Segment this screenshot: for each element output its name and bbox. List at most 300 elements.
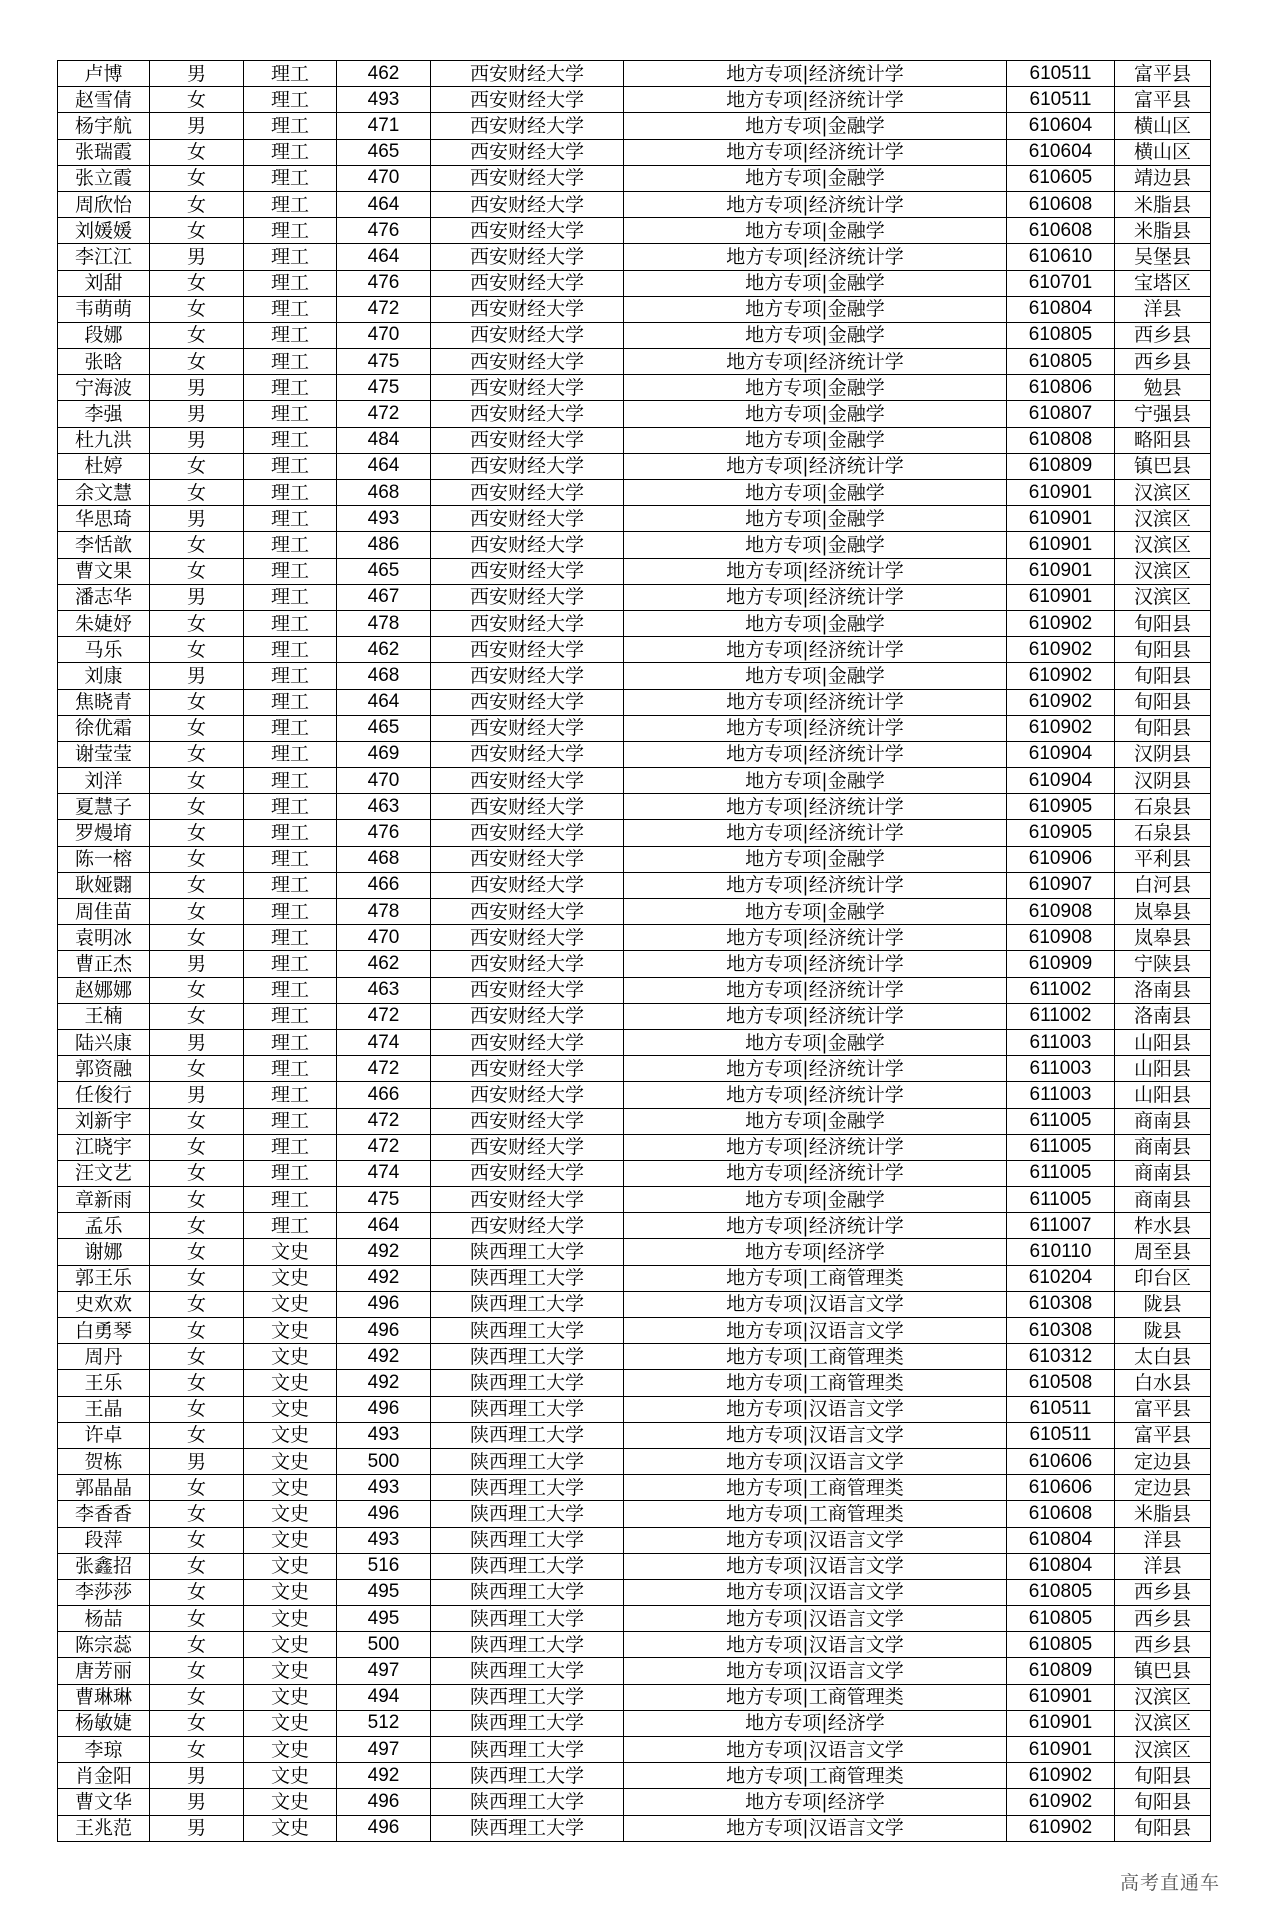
cell-major: 地方专项|工商管理类 (624, 1684, 1007, 1710)
cell-county: 旬阳县 (1115, 1789, 1211, 1815)
cell-score: 469 (337, 741, 431, 767)
cell-county: 汉滨区 (1115, 532, 1211, 558)
cell-county: 商南县 (1115, 1187, 1211, 1213)
cell-major: 地方专项|汉语言文学 (624, 1527, 1007, 1553)
cell-major: 地方专项|工商管理类 (624, 1501, 1007, 1527)
cell-gender: 女 (150, 689, 244, 715)
cell-code: 610908 (1007, 925, 1115, 951)
cell-major: 地方专项|金融学 (624, 663, 1007, 689)
cell-code: 610902 (1007, 663, 1115, 689)
cell-category: 理工 (244, 1056, 337, 1082)
cell-category: 理工 (244, 794, 337, 820)
cell-county: 旬阳县 (1115, 715, 1211, 741)
table-row (58, 1815, 1211, 1841)
table-row (58, 1370, 1211, 1396)
cell-name: 李香香 (58, 1501, 150, 1527)
cell-code: 610604 (1007, 113, 1115, 139)
cell-score: 493 (337, 87, 431, 113)
cell-code: 610901 (1007, 1737, 1115, 1763)
cell-major: 地方专项|经济统计学 (624, 191, 1007, 217)
cell-category: 文史 (244, 1789, 337, 1815)
cell-category: 理工 (244, 401, 337, 427)
cell-name: 刘媛媛 (58, 218, 150, 244)
cell-gender: 男 (150, 375, 244, 401)
cell-score: 470 (337, 925, 431, 951)
cell-gender: 女 (150, 1108, 244, 1134)
cell-major: 地方专项|金融学 (624, 846, 1007, 872)
table-row (58, 322, 1211, 348)
cell-school: 西安财经大学 (431, 191, 624, 217)
cell-score: 463 (337, 977, 431, 1003)
cell-county: 镇巴县 (1115, 453, 1211, 479)
cell-gender: 男 (150, 1029, 244, 1055)
cell-major: 地方专项|汉语言文学 (624, 1396, 1007, 1422)
cell-major: 地方专项|经济统计学 (624, 349, 1007, 375)
table-row (58, 1029, 1211, 1055)
cell-school: 陕西理工大学 (431, 1475, 624, 1501)
cell-code: 610902 (1007, 689, 1115, 715)
table-row (58, 1501, 1211, 1527)
cell-county: 商南县 (1115, 1160, 1211, 1186)
cell-major: 地方专项|金融学 (624, 1187, 1007, 1213)
cell-category: 文史 (244, 1448, 337, 1474)
cell-major: 地方专项|经济统计学 (624, 1003, 1007, 1029)
cell-school: 西安财经大学 (431, 715, 624, 741)
cell-code: 610805 (1007, 1606, 1115, 1632)
cell-school: 西安财经大学 (431, 951, 624, 977)
table-row (58, 899, 1211, 925)
table-row (58, 1160, 1211, 1186)
cell-school: 陕西理工大学 (431, 1501, 624, 1527)
cell-county: 山阳县 (1115, 1029, 1211, 1055)
cell-category: 理工 (244, 1029, 337, 1055)
cell-category: 理工 (244, 1134, 337, 1160)
cell-school: 西安财经大学 (431, 427, 624, 453)
cell-name: 徐优霜 (58, 715, 150, 741)
cell-category: 理工 (244, 899, 337, 925)
cell-category: 文史 (244, 1815, 337, 1841)
cell-code: 610312 (1007, 1344, 1115, 1370)
cell-county: 商南县 (1115, 1134, 1211, 1160)
cell-score: 492 (337, 1265, 431, 1291)
table-row (58, 375, 1211, 401)
cell-county: 旬阳县 (1115, 637, 1211, 663)
cell-score: 497 (337, 1658, 431, 1684)
cell-code: 611002 (1007, 1003, 1115, 1029)
cell-major: 地方专项|金融学 (624, 506, 1007, 532)
cell-name: 杜婷 (58, 453, 150, 479)
table-row (58, 270, 1211, 296)
cell-county: 旬阳县 (1115, 1763, 1211, 1789)
cell-score: 464 (337, 1213, 431, 1239)
admission-table-body (58, 61, 1211, 1842)
cell-school: 西安财经大学 (431, 61, 624, 87)
cell-county: 富平县 (1115, 61, 1211, 87)
cell-gender: 女 (150, 1213, 244, 1239)
cell-school: 西安财经大学 (431, 139, 624, 165)
cell-name: 张鑫招 (58, 1553, 150, 1579)
cell-gender: 女 (150, 1422, 244, 1448)
cell-school: 西安财经大学 (431, 1082, 624, 1108)
cell-name: 段萍 (58, 1527, 150, 1553)
cell-gender: 女 (150, 977, 244, 1003)
cell-code: 610809 (1007, 453, 1115, 479)
cell-school: 西安财经大学 (431, 741, 624, 767)
cell-score: 470 (337, 768, 431, 794)
table-row (58, 139, 1211, 165)
cell-category: 文史 (244, 1737, 337, 1763)
cell-name: 张瑞霞 (58, 139, 150, 165)
cell-name: 陈宗蕊 (58, 1632, 150, 1658)
cell-school: 陕西理工大学 (431, 1789, 624, 1815)
cell-county: 旬阳县 (1115, 610, 1211, 636)
cell-name: 王楠 (58, 1003, 150, 1029)
table-row (58, 951, 1211, 977)
cell-score: 463 (337, 794, 431, 820)
cell-score: 474 (337, 1029, 431, 1055)
cell-school: 西安财经大学 (431, 872, 624, 898)
cell-major: 地方专项|汉语言文学 (624, 1579, 1007, 1605)
cell-category: 文史 (244, 1265, 337, 1291)
cell-code: 610906 (1007, 846, 1115, 872)
cell-name: 杜九洪 (58, 427, 150, 453)
cell-school: 西安财经大学 (431, 610, 624, 636)
cell-code: 610909 (1007, 951, 1115, 977)
cell-name: 陈一榕 (58, 846, 150, 872)
table-row (58, 820, 1211, 846)
cell-major: 地方专项|工商管理类 (624, 1344, 1007, 1370)
cell-name: 李恬歆 (58, 532, 150, 558)
cell-name: 赵雪倩 (58, 87, 150, 113)
cell-score: 495 (337, 1579, 431, 1605)
cell-school: 西安财经大学 (431, 349, 624, 375)
cell-code: 611003 (1007, 1082, 1115, 1108)
cell-major: 地方专项|经济统计学 (624, 1160, 1007, 1186)
cell-county: 山阳县 (1115, 1056, 1211, 1082)
cell-county: 汉滨区 (1115, 480, 1211, 506)
cell-county: 西乡县 (1115, 322, 1211, 348)
cell-category: 文史 (244, 1763, 337, 1789)
cell-school: 西安财经大学 (431, 977, 624, 1003)
cell-county: 汉滨区 (1115, 584, 1211, 610)
cell-category: 理工 (244, 322, 337, 348)
cell-major: 地方专项|经济统计学 (624, 1213, 1007, 1239)
cell-name: 杨喆 (58, 1606, 150, 1632)
cell-county: 米脂县 (1115, 1501, 1211, 1527)
cell-county: 靖边县 (1115, 165, 1211, 191)
table-row (58, 872, 1211, 898)
cell-major: 地方专项|经济统计学 (624, 872, 1007, 898)
cell-category: 理工 (244, 1213, 337, 1239)
cell-major: 地方专项|金融学 (624, 375, 1007, 401)
cell-name: 李莎莎 (58, 1579, 150, 1605)
cell-gender: 女 (150, 610, 244, 636)
cell-score: 497 (337, 1737, 431, 1763)
cell-county: 横山区 (1115, 113, 1211, 139)
cell-gender: 女 (150, 794, 244, 820)
table-row (58, 427, 1211, 453)
cell-county: 平利县 (1115, 846, 1211, 872)
table-row (58, 453, 1211, 479)
cell-name: 王乐 (58, 1370, 150, 1396)
table-row (58, 1710, 1211, 1736)
cell-county: 洋县 (1115, 1527, 1211, 1553)
admission-table (57, 60, 1211, 1842)
cell-category: 理工 (244, 480, 337, 506)
cell-category: 理工 (244, 165, 337, 191)
cell-major: 地方专项|经济统计学 (624, 453, 1007, 479)
table-row (58, 401, 1211, 427)
table-row (58, 610, 1211, 636)
cell-code: 610606 (1007, 1448, 1115, 1474)
cell-county: 定边县 (1115, 1448, 1211, 1474)
cell-gender: 女 (150, 768, 244, 794)
cell-category: 理工 (244, 61, 337, 87)
table-row (58, 191, 1211, 217)
cell-score: 476 (337, 270, 431, 296)
table-row (58, 846, 1211, 872)
cell-category: 理工 (244, 820, 337, 846)
cell-county: 宁强县 (1115, 401, 1211, 427)
cell-name: 焦晓青 (58, 689, 150, 715)
cell-code: 610204 (1007, 1265, 1115, 1291)
cell-category: 理工 (244, 375, 337, 401)
cell-category: 理工 (244, 872, 337, 898)
cell-score: 478 (337, 899, 431, 925)
cell-gender: 女 (150, 715, 244, 741)
cell-category: 理工 (244, 741, 337, 767)
table-row (58, 87, 1211, 113)
table-row (58, 1396, 1211, 1422)
cell-gender: 女 (150, 296, 244, 322)
cell-major: 地方专项|金融学 (624, 480, 1007, 506)
cell-category: 理工 (244, 453, 337, 479)
table-row (58, 637, 1211, 663)
cell-name: 夏慧子 (58, 794, 150, 820)
cell-major: 地方专项|经济统计学 (624, 977, 1007, 1003)
cell-name: 陆兴康 (58, 1029, 150, 1055)
cell-code: 611005 (1007, 1187, 1115, 1213)
cell-major: 地方专项|经济学 (624, 1239, 1007, 1265)
cell-category: 理工 (244, 610, 337, 636)
cell-county: 汉滨区 (1115, 1684, 1211, 1710)
cell-category: 理工 (244, 663, 337, 689)
table-row (58, 1632, 1211, 1658)
cell-major: 地方专项|金融学 (624, 296, 1007, 322)
cell-major: 地方专项|金融学 (624, 899, 1007, 925)
cell-score: 478 (337, 610, 431, 636)
cell-major: 地方专项|经济统计学 (624, 820, 1007, 846)
cell-school: 西安财经大学 (431, 689, 624, 715)
cell-gender: 男 (150, 663, 244, 689)
table-row (58, 506, 1211, 532)
table-row (58, 1763, 1211, 1789)
cell-score: 464 (337, 244, 431, 270)
cell-score: 516 (337, 1553, 431, 1579)
cell-county: 横山区 (1115, 139, 1211, 165)
cell-category: 文史 (244, 1396, 337, 1422)
cell-school: 陕西理工大学 (431, 1318, 624, 1344)
cell-school: 陕西理工大学 (431, 1710, 624, 1736)
cell-county: 米脂县 (1115, 191, 1211, 217)
cell-code: 610511 (1007, 61, 1115, 87)
cell-school: 西安财经大学 (431, 820, 624, 846)
cell-name: 袁明冰 (58, 925, 150, 951)
cell-category: 理工 (244, 139, 337, 165)
cell-school: 陕西理工大学 (431, 1815, 624, 1841)
cell-school: 西安财经大学 (431, 925, 624, 951)
table-row (58, 1684, 1211, 1710)
cell-code: 610807 (1007, 401, 1115, 427)
admission-list-sheet (57, 60, 1210, 1842)
cell-gender: 女 (150, 480, 244, 506)
cell-category: 理工 (244, 1003, 337, 1029)
cell-school: 陕西理工大学 (431, 1396, 624, 1422)
cell-code: 610308 (1007, 1291, 1115, 1317)
cell-school: 西安财经大学 (431, 663, 624, 689)
cell-school: 西安财经大学 (431, 87, 624, 113)
cell-county: 宁陕县 (1115, 951, 1211, 977)
cell-school: 西安财经大学 (431, 768, 624, 794)
cell-gender: 女 (150, 322, 244, 348)
cell-name: 史欢欢 (58, 1291, 150, 1317)
cell-category: 理工 (244, 506, 337, 532)
cell-name: 曹文华 (58, 1789, 150, 1815)
cell-code: 611002 (1007, 977, 1115, 1003)
cell-name: 郭晶晶 (58, 1475, 150, 1501)
cell-score: 496 (337, 1396, 431, 1422)
cell-major: 地方专项|经济学 (624, 1710, 1007, 1736)
cell-county: 汉阴县 (1115, 768, 1211, 794)
cell-gender: 女 (150, 1606, 244, 1632)
cell-gender: 女 (150, 846, 244, 872)
cell-school: 西安财经大学 (431, 453, 624, 479)
cell-county: 吴堡县 (1115, 244, 1211, 270)
cell-gender: 女 (150, 87, 244, 113)
cell-major: 地方专项|金融学 (624, 532, 1007, 558)
cell-code: 610901 (1007, 558, 1115, 584)
cell-school: 陕西理工大学 (431, 1422, 624, 1448)
cell-gender: 女 (150, 1579, 244, 1605)
cell-name: 王兆范 (58, 1815, 150, 1841)
cell-major: 地方专项|汉语言文学 (624, 1658, 1007, 1684)
table-row (58, 218, 1211, 244)
cell-major: 地方专项|经济统计学 (624, 558, 1007, 584)
cell-name: 段娜 (58, 322, 150, 348)
cell-score: 476 (337, 218, 431, 244)
cell-gender: 女 (150, 139, 244, 165)
cell-county: 太白县 (1115, 1344, 1211, 1370)
cell-name: 杨敏婕 (58, 1710, 150, 1736)
watermark: 高考直通车 (1119, 1872, 1220, 1894)
cell-county: 汉阴县 (1115, 741, 1211, 767)
cell-school: 陕西理工大学 (431, 1684, 624, 1710)
cell-category: 文史 (244, 1291, 337, 1317)
cell-gender: 男 (150, 244, 244, 270)
cell-gender: 女 (150, 741, 244, 767)
cell-gender: 女 (150, 1344, 244, 1370)
cell-score: 472 (337, 1003, 431, 1029)
cell-gender: 女 (150, 1737, 244, 1763)
cell-name: 潘志华 (58, 584, 150, 610)
cell-score: 464 (337, 191, 431, 217)
cell-code: 610805 (1007, 1632, 1115, 1658)
table-row (58, 558, 1211, 584)
cell-score: 492 (337, 1344, 431, 1370)
cell-school: 陕西理工大学 (431, 1606, 624, 1632)
cell-score: 468 (337, 480, 431, 506)
cell-major: 地方专项|工商管理类 (624, 1475, 1007, 1501)
cell-score: 468 (337, 846, 431, 872)
cell-school: 西安财经大学 (431, 794, 624, 820)
cell-name: 许卓 (58, 1422, 150, 1448)
cell-category: 文史 (244, 1370, 337, 1396)
cell-county: 西乡县 (1115, 1632, 1211, 1658)
cell-code: 610608 (1007, 191, 1115, 217)
cell-major: 地方专项|汉语言文学 (624, 1737, 1007, 1763)
cell-name: 任俊行 (58, 1082, 150, 1108)
table-row (58, 689, 1211, 715)
cell-code: 610901 (1007, 584, 1115, 610)
cell-major: 地方专项|金融学 (624, 165, 1007, 191)
cell-name: 余文慧 (58, 480, 150, 506)
cell-gender: 女 (150, 1003, 244, 1029)
cell-score: 472 (337, 296, 431, 322)
cell-code: 610907 (1007, 872, 1115, 898)
cell-name: 郭资融 (58, 1056, 150, 1082)
cell-score: 493 (337, 1422, 431, 1448)
table-row (58, 244, 1211, 270)
cell-school: 西安财经大学 (431, 846, 624, 872)
cell-major: 地方专项|汉语言文学 (624, 1606, 1007, 1632)
cell-county: 旬阳县 (1115, 1815, 1211, 1841)
cell-school: 陕西理工大学 (431, 1265, 624, 1291)
cell-name: 周欣怡 (58, 191, 150, 217)
cell-code: 610908 (1007, 899, 1115, 925)
cell-gender: 女 (150, 1396, 244, 1422)
cell-school: 陕西理工大学 (431, 1737, 624, 1763)
cell-major: 地方专项|经济统计学 (624, 951, 1007, 977)
table-row (58, 1422, 1211, 1448)
table-row (58, 1737, 1211, 1763)
cell-score: 492 (337, 1239, 431, 1265)
cell-school: 西安财经大学 (431, 1029, 624, 1055)
cell-name: 郭王乐 (58, 1265, 150, 1291)
cell-category: 理工 (244, 977, 337, 1003)
cell-major: 地方专项|经济统计学 (624, 925, 1007, 951)
cell-code: 611007 (1007, 1213, 1115, 1239)
table-row (58, 925, 1211, 951)
cell-score: 492 (337, 1370, 431, 1396)
cell-score: 486 (337, 532, 431, 558)
cell-major: 地方专项|汉语言文学 (624, 1318, 1007, 1344)
cell-gender: 女 (150, 872, 244, 898)
cell-gender: 男 (150, 584, 244, 610)
cell-school: 西安财经大学 (431, 558, 624, 584)
cell-county: 汉滨区 (1115, 506, 1211, 532)
cell-major: 地方专项|经济统计学 (624, 244, 1007, 270)
cell-name: 周佳苗 (58, 899, 150, 925)
cell-code: 610511 (1007, 87, 1115, 113)
cell-name: 罗熳堉 (58, 820, 150, 846)
cell-score: 462 (337, 61, 431, 87)
cell-score: 466 (337, 872, 431, 898)
table-row (58, 1187, 1211, 1213)
cell-score: 496 (337, 1318, 431, 1344)
cell-code: 610905 (1007, 794, 1115, 820)
cell-gender: 男 (150, 506, 244, 532)
cell-gender: 女 (150, 1501, 244, 1527)
